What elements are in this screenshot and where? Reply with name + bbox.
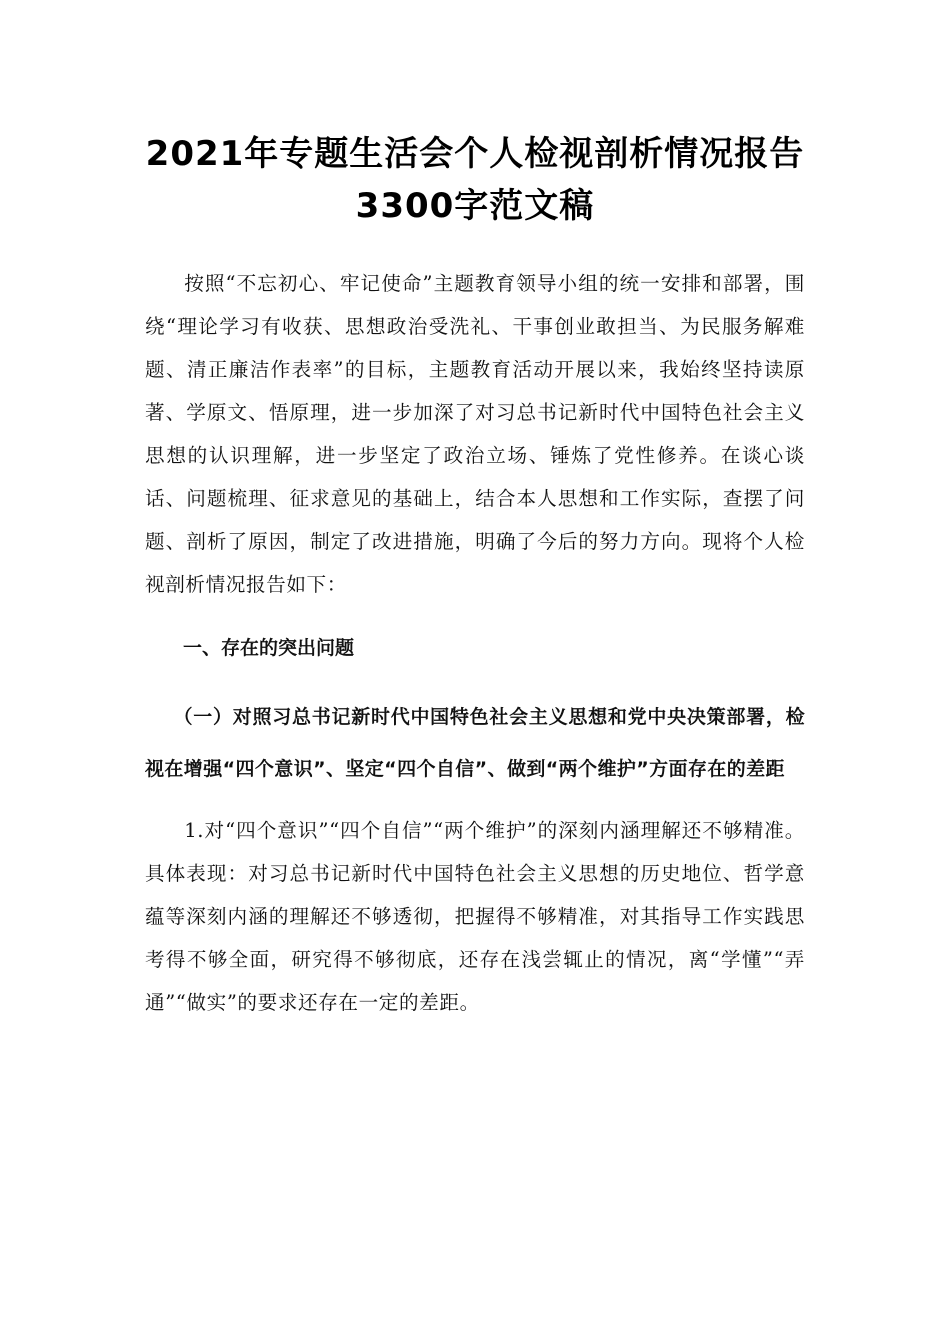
subsection-heading-1: （一）对照习总书记新时代中国特色社会主义思想和党中央决策部署，检视在增强“四个意识”、坚定“四个自信”、做到“两个维护”方面存在的差距 — [145, 706, 805, 780]
point-paragraph-1: 1.对“四个意识”“四个自信”“两个维护”的深刻内涵理解还不够精准。具体表现：对习总书记新时代中国特色社会主义思想的历史地位、哲学意蕴等深刻内涵的理解还不够透彻，把握得不够精准，对其指导工作实践思考得不够全面，研究得不够彻底，还存在浅尝辄止的情况，离“学懂”“弄通”“做实”的要求还存在一定的差距。 — [145, 819, 805, 1014]
document-title-line-2: 3300字范文稿 — [355, 186, 595, 226]
intro-paragraph: 按照“不忘初心、牢记使命”主题教育领导小组的统一安排和部署，围绕“理论学习有收获、思想政治受洗礼、干事创业敢担当、为民服务解难题、清正廉洁作表率”的目标，主题教育活动开展以来，我始终坚持读原著、学原文、悟原理，进一步加深了对习总书记新时代中国特色社会主义思想的认识理解，进一步坚定了政治立场、锤炼了党性修养。在谈心谈话、问题梳理、征求意见的基础上，结合本人思想和工作实际，查摆了问题、剖析了原因，制定了改进措施，明确了今后的努力方向。现将个人检视剖析情况报告如下： — [145, 272, 805, 596]
document-title — [145, 128, 805, 232]
document-title-line-1: 2021年专题生活会个人检视剖析情况报告 — [145, 134, 805, 174]
document-page — [145, 128, 805, 1024]
section-heading-1: 一、存在的突出问题 — [183, 637, 355, 659]
